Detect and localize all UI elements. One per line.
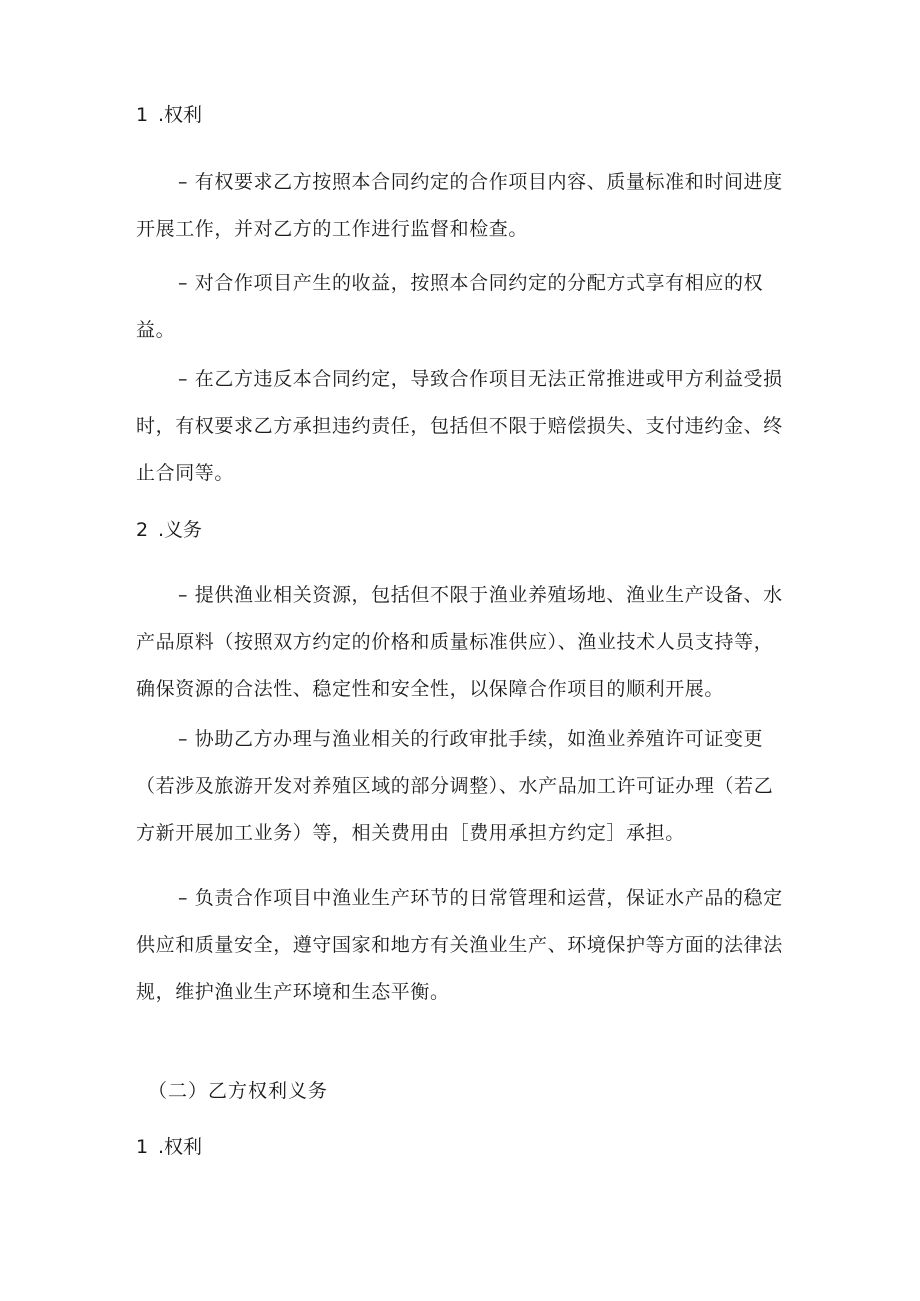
- party-a-obligations-heading: [136, 518, 202, 542]
- party-a-rights-item-1: – 有权要求乙方按照本合同约定的合作项目内容、质量标准和时间进度开展工作，并对乙方的工作进行监督和检查。: [136, 171, 783, 240]
- heading-label: .义务: [158, 519, 203, 541]
- party-a-rights-item-2: – 对合作项目产生的收益，按照本合同约定的分配方式享有相应的权益。: [136, 272, 764, 341]
- heading-label: .权利: [158, 104, 203, 126]
- heading-number: 1: [136, 104, 149, 126]
- party-a-obligations-item-3: – 负责合作项目中渔业生产环节的日常管理和运营，保证水产品的稳定供应和质量安全，遵守国家和地方有关渔业生产、环境保护等方面的法律法规，维护渔业生产环境和生态平衡。: [136, 887, 783, 1003]
- heading-label: .权利: [158, 1136, 203, 1158]
- party-a-obligations-item-2: – 协助乙方办理与渔业相关的行政审批手续，如渔业养殖许可证变更（若涉及旅游开发对养殖区域的部分调整）、水产品加工许可证办理（若乙方新开展加工业务）等，相关费用由［费用承担方约定］承担。: [136, 728, 774, 844]
- heading-number: 1: [136, 1136, 149, 1158]
- party-a-obligations-item-1: – 提供渔业相关资源，包括但不限于渔业养殖场地、渔业生产设备、水产品原料（按照双方约定的价格和质量标准供应）、渔业技术人员支持等，确保资源的合法性、稳定性和安全性，以保障合作项目的顺利开展。: [136, 584, 783, 700]
- heading-number: 2: [136, 519, 149, 541]
- party-a-rights-item-3: – 在乙方违反本合同约定，导致合作项目无法正常推进或甲方利益受损时，有权要求乙方承担违约责任，包括但不限于赔偿损失、支付违约金、终止合同等。: [136, 368, 783, 484]
- party-a-rights-heading: [136, 103, 202, 127]
- party-b-rights-heading: [136, 1135, 202, 1159]
- party-b-section-title: （二）乙方权利义务: [148, 1080, 329, 1102]
